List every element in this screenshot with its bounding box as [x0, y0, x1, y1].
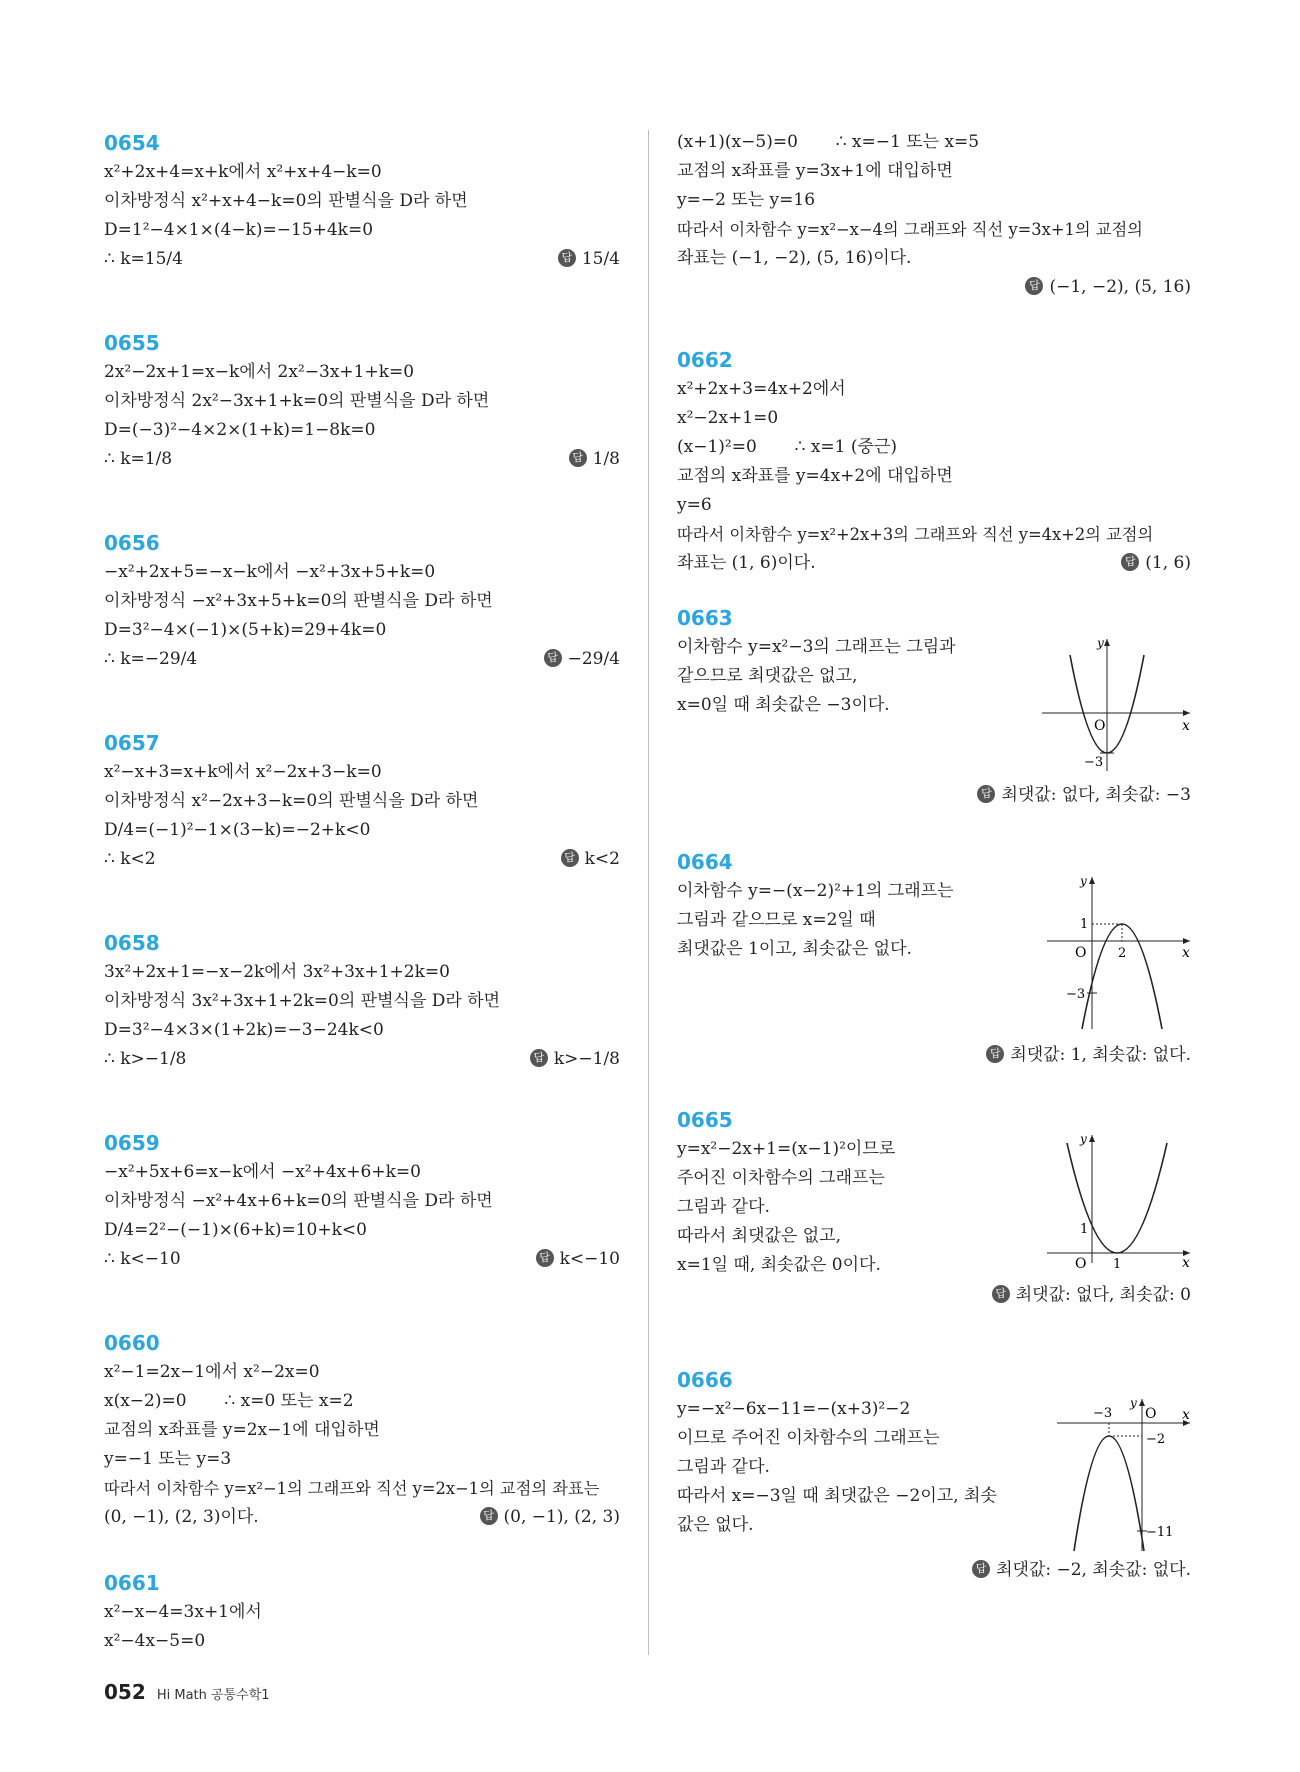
solution-line: D/4=(−1)²−1×(3−k)=−2+k<0: [104, 820, 371, 840]
answer: [977, 781, 1191, 810]
problem-number: 0660: [104, 1331, 160, 1355]
solution-line: y=−x²−6x−11=−(x+3)²−2: [677, 1399, 911, 1419]
solution-line: 교점의 x좌표를 y=2x−1에 대입하면: [104, 1420, 380, 1440]
solution-line: ∴ k=1/8: [104, 449, 173, 469]
answer: [569, 445, 620, 474]
answer-text: 1/8: [592, 449, 620, 469]
solution-line: 따라서 이차함수 y=x²+2x+3의 그래프와 직선 y=4x+2의 교점의: [677, 525, 1154, 544]
solution-line: 따라서 x=−3일 때 최댓값은 −2이고, 최솟: [677, 1486, 997, 1506]
solution-line: ∴ k=15/4: [104, 249, 183, 269]
solution-line: D=3²−4×3×(1+2k)=−3−24k<0: [104, 1020, 384, 1040]
solution-line: 3x²+2x+1=−x−2k에서 3x²+3x+1+2k=0: [104, 962, 450, 982]
x-axis-label: x: [1182, 1407, 1190, 1423]
answer: [986, 1041, 1191, 1070]
solution-line: 이차방정식 −x²+4x+6+k=0의 판별식을 D라 하면: [104, 1191, 493, 1211]
tick-label: −11: [1146, 1525, 1174, 1540]
answer: [992, 1281, 1191, 1310]
tick-label: −2: [1146, 1432, 1166, 1447]
origin-label: O: [1145, 1406, 1157, 1422]
solution-line: 그림과 같다.: [677, 1457, 770, 1477]
answer-badge-icon: 답: [992, 1285, 1010, 1303]
tick-label: 1: [1080, 917, 1089, 932]
solution-line: (0, −1), (2, 3)이다.: [104, 1507, 259, 1527]
origin-label: O: [1094, 718, 1106, 734]
solution-line: x²+2x+4=x+k에서 x²+x+4−k=0: [104, 162, 382, 182]
problem-number: 0662: [677, 348, 733, 372]
tick-label: 2: [1118, 946, 1127, 961]
problem-number: 0661: [104, 1571, 160, 1595]
solution-line: 이차방정식 x²−2x+3−k=0의 판별식을 D라 하면: [104, 791, 479, 811]
problem-number: 0655: [104, 331, 160, 355]
answer-text: (1, 6): [1145, 553, 1191, 573]
problem-number: 0657: [104, 731, 160, 755]
origin-label: O: [1075, 1256, 1087, 1269]
solution-line: 그림과 같다.: [677, 1197, 770, 1217]
solution-line: 좌표는 (−1, −2), (5, 16)이다.: [677, 248, 912, 268]
problem-0663: [677, 603, 1191, 847]
answer-badge-icon: 답: [480, 1507, 498, 1525]
tick-label: 1: [1080, 1222, 1089, 1237]
solution-line: ∴ k=−29/4: [104, 649, 198, 669]
answer-badge-icon: 답: [1025, 277, 1043, 295]
solution-line: 같으므로 최댓값은 없고,: [677, 666, 858, 686]
page-footer: [104, 1680, 270, 1710]
solution-line: ∴ k<−10: [104, 1249, 181, 1269]
problem-number: 0665: [677, 1108, 733, 1132]
solution-line: ∴ k<2: [104, 849, 156, 869]
solution-line: D/4=2²−(−1)×(6+k)=10+k<0: [104, 1220, 367, 1240]
solution-line: 이차방정식 3x²+3x+1+2k=0의 판별식을 D라 하면: [104, 991, 501, 1011]
answer: [561, 845, 620, 874]
solution-line: 이차방정식 x²+x+4−k=0의 판별식을 D라 하면: [104, 191, 468, 211]
problem-0665: [677, 1105, 1191, 1365]
page-number: 052: [104, 1680, 146, 1704]
problem-number: 0656: [104, 531, 160, 555]
answer: [558, 245, 620, 274]
column-divider: [648, 130, 649, 1655]
answer-badge-icon: 답: [1121, 553, 1139, 571]
solution-line: 따라서 이차함수 y=x²−1의 그래프와 직선 y=2x−1의 교점의 좌표는: [104, 1479, 600, 1498]
x-axis-label: x: [1182, 718, 1190, 734]
answer-badge-icon: 답: [544, 649, 562, 667]
answer: [972, 1556, 1191, 1585]
left-column: [104, 128, 620, 1668]
right-column: [677, 128, 1191, 1595]
answer: [1121, 549, 1191, 578]
solution-line: 이므로 주어진 이차함수의 그래프는: [677, 1428, 940, 1448]
problem-0666: [677, 1365, 1191, 1595]
problem-0661: [104, 1568, 620, 1668]
problem-0659: [104, 1128, 620, 1328]
solution-line: x²−2x+1=0: [677, 408, 779, 428]
y-axis-label: y: [1130, 1396, 1137, 1410]
answer-badge-icon: 답: [986, 1045, 1004, 1063]
solution-line: 따라서 이차함수 y=x²−x−4의 그래프와 직선 y=3x+1의 교점의: [677, 220, 1143, 239]
solution-line: y=6: [677, 495, 712, 515]
solution-line: 최댓값은 1이고, 최솟값은 없다.: [677, 939, 912, 959]
solution-line: (x−1)²=0 ∴ x=1 (중근): [677, 437, 897, 457]
book-title: Hi Math 공통수학1: [156, 1688, 270, 1703]
problem-0657: [104, 728, 620, 928]
solution-line: D=1²−4×1×(4−k)=−15+4k=0: [104, 220, 374, 240]
problem-number: 0658: [104, 931, 160, 955]
problem-0661-continued: [677, 128, 1191, 345]
solution-line: x²−x+3=x+k에서 x²−2x+3−k=0: [104, 762, 382, 782]
solution-line: 이차함수 y=x²−3의 그래프는 그림과: [677, 637, 956, 657]
answer-badge-icon: 답: [536, 1249, 554, 1267]
answer-text: k>−1/8: [553, 1049, 620, 1069]
solution-line: ∴ k>−1/8: [104, 1049, 187, 1069]
graph-0666: [1057, 1393, 1192, 1557]
solution-line: 따라서 최댓값은 없고,: [677, 1226, 842, 1246]
answer-badge-icon: 답: [558, 249, 576, 267]
tick-label: −3: [1084, 755, 1104, 770]
answer-badge-icon: 답: [569, 449, 587, 467]
problem-number: 0663: [677, 606, 733, 630]
answer: [480, 1503, 620, 1532]
problem-number: 0664: [677, 850, 733, 874]
x-axis-label: x: [1182, 1255, 1190, 1269]
y-axis-label: y: [1080, 1132, 1087, 1146]
answer-text: k<−10: [559, 1249, 620, 1269]
solution-line: x=1일 때, 최솟값은 0이다.: [677, 1255, 881, 1275]
tick-label: 1: [1113, 1257, 1122, 1269]
problem-0655: [104, 328, 620, 528]
answer-badge-icon: 답: [977, 785, 995, 803]
problem-0662: [677, 345, 1191, 603]
solution-line: x²+2x+3=4x+2에서: [677, 379, 846, 399]
answer-text: (0, −1), (2, 3): [503, 1507, 620, 1527]
solution-line: 그림과 같으므로 x=2일 때: [677, 910, 876, 930]
solution-line: y=x²−2x+1=(x−1)²이므로: [677, 1139, 896, 1159]
solution-line: D=(−3)²−4×2×(1+k)=1−8k=0: [104, 420, 376, 440]
solution-line: y=−1 또는 y=3: [104, 1449, 232, 1469]
solution-line: (x+1)(x−5)=0 ∴ x=−1 또는 x=5: [677, 132, 980, 152]
tick-label: −3: [1093, 1406, 1113, 1421]
origin-label: O: [1075, 945, 1087, 961]
solution-line: x²−4x−5=0: [104, 1631, 206, 1651]
problem-0656: [104, 528, 620, 728]
y-axis-label: y: [1080, 874, 1087, 888]
solution-line: 교점의 x좌표를 y=3x+1에 대입하면: [677, 161, 953, 181]
solution-line: x²−1=2x−1에서 x²−2x=0: [104, 1362, 320, 1382]
solution-line: 주어진 이차함수의 그래프는: [677, 1168, 885, 1188]
solution-line: 이차방정식 2x²−3x+1+k=0의 판별식을 D라 하면: [104, 391, 490, 411]
graph-0663: [1042, 633, 1192, 777]
answer-text: 최댓값: 1, 최솟값: 없다.: [1010, 1045, 1191, 1065]
answer-badge-icon: 답: [530, 1049, 548, 1067]
solution-line: y=−2 또는 y=16: [677, 190, 816, 210]
solution-line: 이차방정식 −x²+3x+5+k=0의 판별식을 D라 하면: [104, 591, 493, 611]
answer-text: k<2: [584, 849, 620, 869]
solution-line: −x²+2x+5=−x−k에서 −x²+3x+5+k=0: [104, 562, 436, 582]
solution-line: 2x²−2x+1=x−k에서 2x²−3x+1+k=0: [104, 362, 415, 382]
answer: [544, 645, 620, 674]
solution-line: 이차함수 y=−(x−2)²+1의 그래프는: [677, 881, 954, 901]
answer-text: −29/4: [567, 649, 620, 669]
problem-0664: [677, 847, 1191, 1105]
answer: [536, 1245, 620, 1274]
graph-0665: [1047, 1129, 1192, 1273]
solution-line: 값은 없다.: [677, 1515, 754, 1535]
solution-line: 좌표는 (1, 6)이다.: [677, 553, 816, 573]
answer-text: (−1, −2), (5, 16): [1049, 277, 1191, 297]
problem-0654: [104, 128, 620, 328]
problem-number: 0666: [677, 1368, 733, 1392]
answer-text: 최댓값: 없다, 최솟값: −3: [1001, 785, 1191, 805]
answer-badge-icon: 답: [561, 849, 579, 867]
solution-line: 교점의 x좌표를 y=4x+2에 대입하면: [677, 466, 953, 486]
problem-0660: [104, 1328, 620, 1568]
solution-line: −x²+5x+6=x−k에서 −x²+4x+6+k=0: [104, 1162, 421, 1182]
answer: [677, 273, 1191, 302]
solution-line: x=0일 때 최솟값은 −3이다.: [677, 695, 890, 715]
problem-number: 0654: [104, 131, 160, 155]
problem-0658: [104, 928, 620, 1128]
solution-line: x²−x−4=3x+1에서: [104, 1602, 262, 1622]
answer-text: 15/4: [581, 249, 620, 269]
solution-line: D=3²−4×(−1)×(5+k)=29+4k=0: [104, 620, 387, 640]
answer: [530, 1045, 620, 1074]
y-axis-label: y: [1097, 636, 1104, 650]
answer-badge-icon: 답: [972, 1560, 990, 1578]
x-axis-label: x: [1182, 945, 1190, 961]
graph-0664: [1047, 871, 1192, 1035]
problem-number: 0659: [104, 1131, 160, 1155]
answer-text: 최댓값: −2, 최솟값: 없다.: [996, 1560, 1191, 1580]
answer-text: 최댓값: 없다, 최솟값: 0: [1015, 1285, 1191, 1305]
solution-line: x(x−2)=0 ∴ x=0 또는 x=2: [104, 1391, 354, 1411]
tick-label: −3: [1066, 987, 1086, 1002]
